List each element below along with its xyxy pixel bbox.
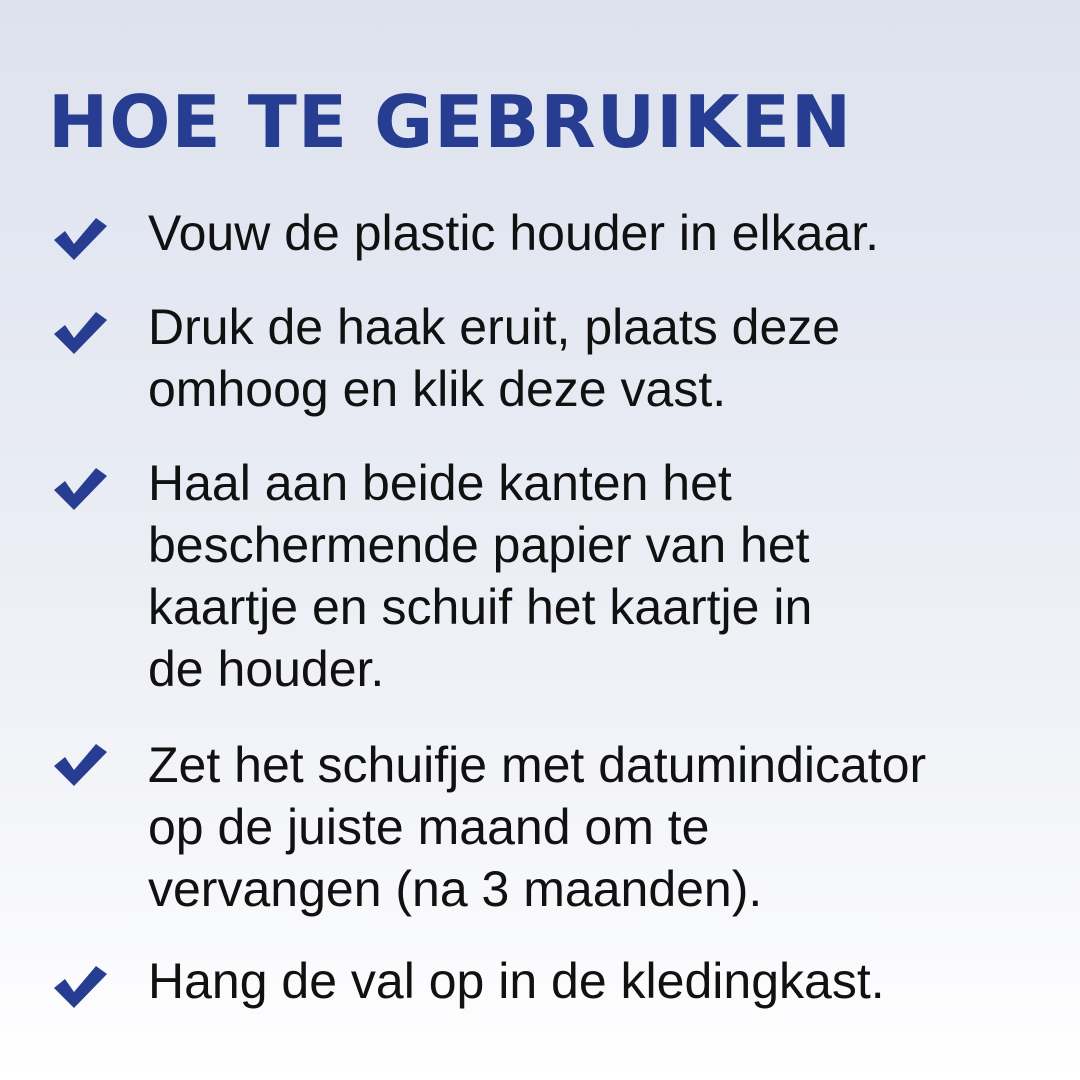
check-mark-icon	[52, 742, 108, 788]
check-mark-icon	[52, 216, 108, 262]
check-mark-icon	[52, 964, 108, 1010]
step-text: Vouw de plastic houder in elkaar.	[148, 205, 880, 261]
page-title: HOE TE GEBRUIKEN	[48, 80, 853, 164]
step-text: Haal aan beide kanten het beschermende papier van het kaartje en schuif het kaartje in de houder.	[148, 455, 813, 697]
check-mark-icon	[52, 466, 108, 512]
step-text: Druk de haak eruit, plaats deze omhoog en klik deze vast.	[148, 299, 841, 417]
step-text: Zet het schuifje met datumindicator op de juiste maand om te vervangen (na 3 maanden).	[148, 737, 927, 917]
check-mark-icon	[52, 310, 108, 356]
step-text: Hang de val op in de kledingkast.	[148, 953, 885, 1009]
